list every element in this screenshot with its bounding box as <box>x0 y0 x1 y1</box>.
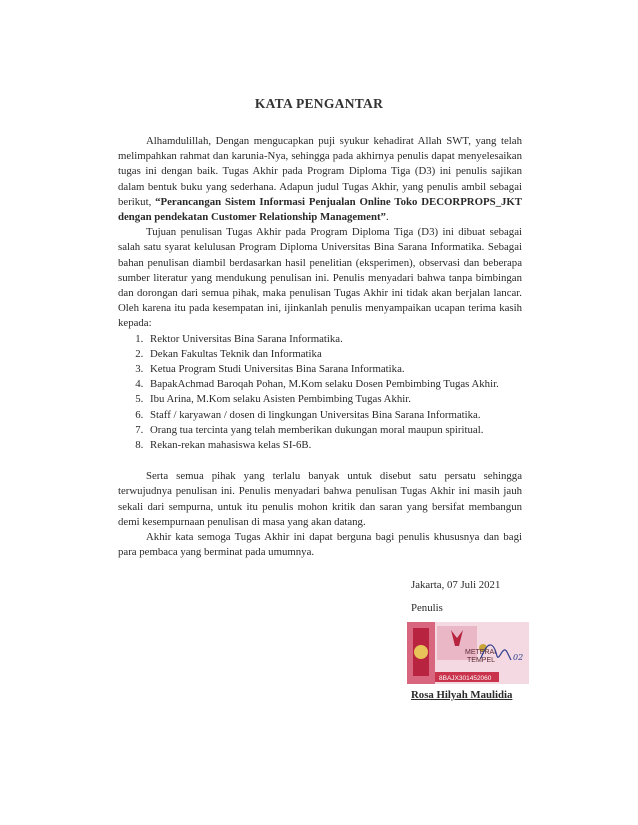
stamp-emblem <box>414 645 428 659</box>
thesis-title: “Perancangan Sistem Informasi Penjualan Online Toko DECORPROPS_JKT dengan pendekatan Customer Relationship Management” <box>118 195 522 224</box>
author-role: Penulis <box>411 602 443 615</box>
paragraph-closing: Serta semua pihak yang terlalu banyak untuk disebut satu persatu sehingga terwujudnya penulisan ini. Penulis menyadari bahwa penulisan Tugas Akhir ini masih jauh sekali dari sempurna, untuk itu penulis mohon kritik dan saran yang bersifat membangun demi kesempurnaan penulisan di masa yang akan datang. <box>118 470 522 528</box>
stamp-label-2: TEMPEL <box>467 657 496 664</box>
list-item: 2. Dekan Fakultas Teknik dan Informatika <box>146 347 522 362</box>
stamp-label-1: METERAI <box>465 649 497 656</box>
meterai-stamp <box>407 622 529 684</box>
paragraph-opening <box>118 134 522 225</box>
signer-name: Rosa Hilyah Maulidia <box>411 689 513 701</box>
spacer <box>118 453 522 469</box>
page-title: KATA PENGANTAR <box>254 96 384 111</box>
list-item: 1. Rektor Universitas Bina Sarana Informatika. <box>146 332 522 347</box>
paragraph-purpose: Tujuan penulisan Tugas Akhir pada Program Diploma Tiga (D3) ini dibuat sebagai salah satu syarat kelulusan Program Diploma Universitas Bina Sarana Informatika. Sebagai bahan penulisan diambil berdasarkan hasil penelitian (eksperimen), observasi dan beberapa sumber literatur yang mendukung penulisan ini. Penulis menyadari bahwa tanpa bimbingan dan dorongan dari semua pihak, maka penulisan Tugas Akhir ini tidak akan berjalan lancar. Oleh karena itu pada kesempatan ini, ijinkanlah penulis menyampaikan ucapan terima kasih kepada: <box>118 226 522 330</box>
stamp-serial: 8BAJX301452060 <box>439 675 492 682</box>
list-item: 6. Staff / karyawan / dosen di lingkungan Universitas Bina Sarana Informatika. <box>146 408 522 423</box>
opening-end: . <box>385 211 389 224</box>
paragraph-final: Akhir kata semoga Tugas Akhir ini dapat berguna bagi penulis khususnya dan bagi para pembaca yang berminat pada umumnya. <box>118 531 522 559</box>
thanks-list <box>118 332 522 454</box>
opening-text: Alhamdulillah, Dengan mengucapkan puji syukur kehadirat Allah SWT, yang telah melimpahkan rahmat dan karunia-Nya, sehingga pada akhirnya penulis dapat menyelesaikan tugas ini dengan baik. Tugas Akhir pada Program Diploma Tiga (D3) ini penulis sajikan dalam bentuk buku yang sederhana. Adapun judul Tugas Akhir, yang penulis ambil sebagai berikut, <box>118 135 522 208</box>
document-body <box>118 134 522 560</box>
list-item: 7. Orang tua tercinta yang telah memberikan dukungan moral maupun spiritual. <box>146 423 522 438</box>
signature-block <box>411 578 561 616</box>
place-date: Jakarta, 07 Juli 2021 <box>411 579 501 591</box>
list-item: 4. BapakAchmad Baroqah Pohan, M.Kom selaku Dosen Pembimbing Tugas Akhir. <box>146 377 522 392</box>
list-item: 8. Rekan-rekan mahasiswa kelas SI-6B. <box>146 438 522 453</box>
signature-mark: 02 <box>513 653 524 662</box>
list-item: 5. Ibu Arina, M.Kom selaku Asisten Pembimbing Tugas Akhir. <box>146 392 522 407</box>
list-item: 3. Ketua Program Studi Universitas Bina Sarana Informatika. <box>146 362 522 377</box>
